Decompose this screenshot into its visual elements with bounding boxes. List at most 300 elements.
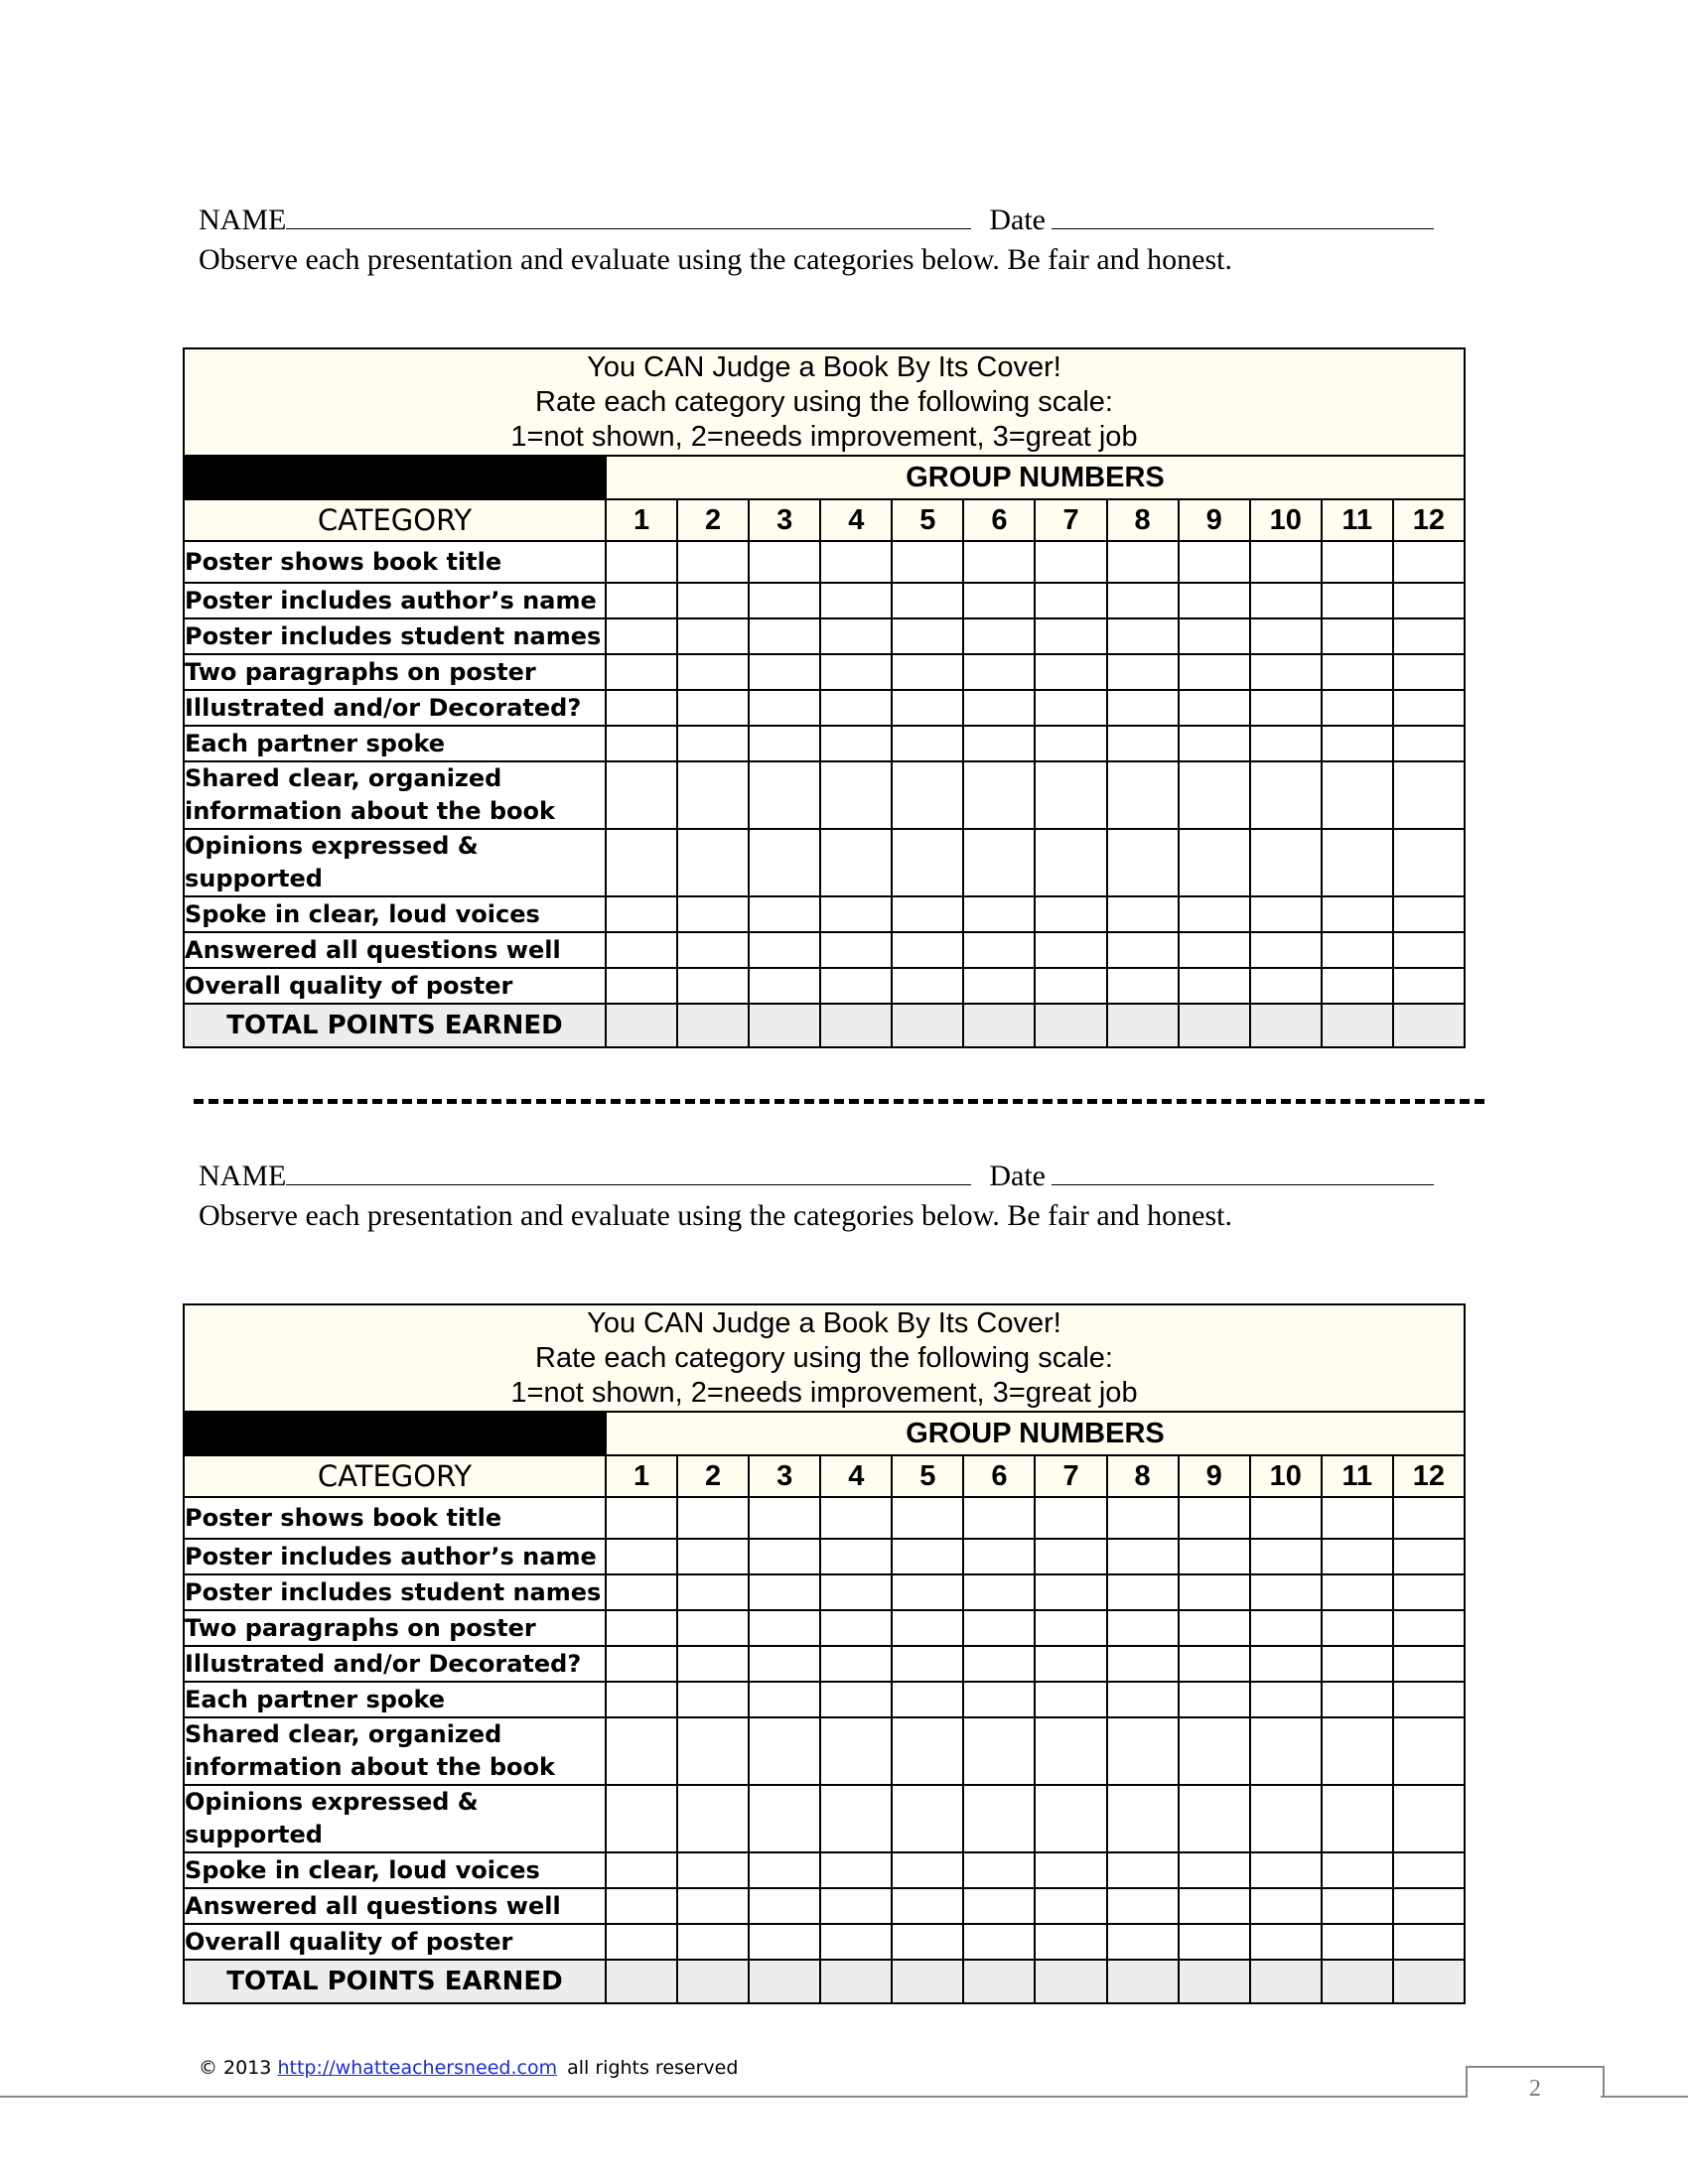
- score-cell[interactable]: [677, 1852, 749, 1888]
- score-cell[interactable]: [749, 1610, 820, 1646]
- score-cell[interactable]: [1035, 726, 1106, 761]
- score-cell[interactable]: [606, 583, 677, 618]
- score-cell[interactable]: [606, 1574, 677, 1610]
- score-cell[interactable]: [1107, 1574, 1179, 1610]
- score-cell[interactable]: [963, 968, 1035, 1004]
- score-cell[interactable]: [1393, 968, 1465, 1004]
- score-cell[interactable]: [1035, 968, 1106, 1004]
- score-cell[interactable]: [1179, 618, 1250, 654]
- score-cell[interactable]: [749, 1646, 820, 1682]
- score-cell[interactable]: [1250, 1888, 1322, 1924]
- score-cell[interactable]: [892, 1717, 963, 1785]
- score-cell[interactable]: [1393, 1924, 1465, 1960]
- score-cell[interactable]: [1393, 829, 1465, 896]
- total-cell[interactable]: [606, 1004, 677, 1047]
- score-cell[interactable]: [892, 1497, 963, 1539]
- score-cell[interactable]: [749, 1574, 820, 1610]
- score-cell[interactable]: [677, 583, 749, 618]
- score-cell[interactable]: [1035, 1574, 1106, 1610]
- score-cell[interactable]: [1107, 1852, 1179, 1888]
- score-cell[interactable]: [1035, 690, 1106, 726]
- score-cell[interactable]: [820, 1682, 892, 1717]
- score-cell[interactable]: [963, 829, 1035, 896]
- score-cell[interactable]: [606, 896, 677, 932]
- score-cell[interactable]: [606, 541, 677, 583]
- score-cell[interactable]: [606, 932, 677, 968]
- score-cell[interactable]: [820, 1646, 892, 1682]
- score-cell[interactable]: [677, 1574, 749, 1610]
- score-cell[interactable]: [892, 1646, 963, 1682]
- score-cell[interactable]: [892, 1610, 963, 1646]
- score-cell[interactable]: [677, 1924, 749, 1960]
- score-cell[interactable]: [820, 761, 892, 829]
- score-cell[interactable]: [749, 1497, 820, 1539]
- total-cell[interactable]: [820, 1004, 892, 1047]
- total-cell[interactable]: [677, 1004, 749, 1047]
- score-cell[interactable]: [1035, 1717, 1106, 1785]
- score-cell[interactable]: [1393, 654, 1465, 690]
- score-cell[interactable]: [1250, 1539, 1322, 1574]
- total-cell[interactable]: [749, 1960, 820, 2003]
- score-cell[interactable]: [1250, 1610, 1322, 1646]
- score-cell[interactable]: [820, 1539, 892, 1574]
- score-cell[interactable]: [1179, 1574, 1250, 1610]
- score-cell[interactable]: [606, 1785, 677, 1852]
- score-cell[interactable]: [820, 690, 892, 726]
- score-cell[interactable]: [1107, 968, 1179, 1004]
- score-cell[interactable]: [677, 829, 749, 896]
- total-cell[interactable]: [1107, 1960, 1179, 2003]
- score-cell[interactable]: [1179, 761, 1250, 829]
- score-cell[interactable]: [820, 1717, 892, 1785]
- total-cell[interactable]: [1250, 1960, 1322, 2003]
- score-cell[interactable]: [892, 726, 963, 761]
- score-cell[interactable]: [963, 1888, 1035, 1924]
- score-cell[interactable]: [892, 654, 963, 690]
- score-cell[interactable]: [1107, 1924, 1179, 1960]
- score-cell[interactable]: [963, 1717, 1035, 1785]
- total-cell[interactable]: [606, 1960, 677, 2003]
- category-label: Two paragraphs on poster: [184, 654, 606, 690]
- score-cell[interactable]: [1179, 1646, 1250, 1682]
- score-cell[interactable]: [1250, 968, 1322, 1004]
- table-row: [184, 618, 1465, 654]
- score-cell[interactable]: [1035, 1785, 1106, 1852]
- score-cell[interactable]: [677, 1888, 749, 1924]
- score-cell[interactable]: [1322, 726, 1393, 761]
- score-cell[interactable]: [1107, 618, 1179, 654]
- score-cell[interactable]: [606, 1539, 677, 1574]
- score-cell[interactable]: [1107, 654, 1179, 690]
- score-cell[interactable]: [963, 583, 1035, 618]
- score-cell[interactable]: [1393, 690, 1465, 726]
- score-cell[interactable]: [1035, 932, 1106, 968]
- total-cell[interactable]: [963, 1004, 1035, 1047]
- score-cell[interactable]: [1107, 1682, 1179, 1717]
- score-cell[interactable]: [892, 968, 963, 1004]
- score-cell[interactable]: [1179, 1717, 1250, 1785]
- score-cell[interactable]: [892, 1924, 963, 1960]
- score-cell[interactable]: [820, 726, 892, 761]
- score-cell[interactable]: [1179, 1610, 1250, 1646]
- name-field[interactable]: [286, 199, 971, 229]
- score-cell[interactable]: [1393, 1785, 1465, 1852]
- score-cell[interactable]: [820, 1574, 892, 1610]
- score-cell[interactable]: [1393, 761, 1465, 829]
- score-cell[interactable]: [1035, 1539, 1106, 1574]
- total-cell[interactable]: [1035, 1960, 1106, 2003]
- score-cell[interactable]: [963, 1785, 1035, 1852]
- score-cell[interactable]: [1035, 1497, 1106, 1539]
- score-cell[interactable]: [677, 1717, 749, 1785]
- score-cell[interactable]: [1250, 654, 1322, 690]
- score-cell[interactable]: [606, 618, 677, 654]
- score-cell[interactable]: [677, 726, 749, 761]
- score-cell[interactable]: [1250, 1924, 1322, 1960]
- score-cell[interactable]: [677, 690, 749, 726]
- score-cell[interactable]: [1107, 1610, 1179, 1646]
- score-cell[interactable]: [1107, 1785, 1179, 1852]
- score-cell[interactable]: [963, 1682, 1035, 1717]
- score-cell[interactable]: [1322, 1852, 1393, 1888]
- total-cell[interactable]: [677, 1960, 749, 2003]
- score-cell[interactable]: [1393, 583, 1465, 618]
- score-cell[interactable]: [892, 1682, 963, 1717]
- score-cell[interactable]: [606, 726, 677, 761]
- score-cell[interactable]: [1322, 932, 1393, 968]
- score-cell[interactable]: [963, 654, 1035, 690]
- score-cell[interactable]: [1107, 1888, 1179, 1924]
- score-cell[interactable]: [820, 896, 892, 932]
- score-cell[interactable]: [892, 1785, 963, 1852]
- score-cell[interactable]: [892, 541, 963, 583]
- score-cell[interactable]: [677, 1646, 749, 1682]
- score-cell[interactable]: [963, 1610, 1035, 1646]
- score-cell[interactable]: [1393, 1682, 1465, 1717]
- total-cell[interactable]: [1035, 1004, 1106, 1047]
- score-cell[interactable]: [820, 1924, 892, 1960]
- total-cell[interactable]: [963, 1960, 1035, 2003]
- cut-line-divider: [194, 1099, 1484, 1104]
- score-cell[interactable]: [820, 1610, 892, 1646]
- score-cell[interactable]: [677, 1539, 749, 1574]
- total-cell[interactable]: [820, 1960, 892, 2003]
- score-cell[interactable]: [606, 690, 677, 726]
- score-cell[interactable]: [677, 654, 749, 690]
- score-cell[interactable]: [749, 829, 820, 896]
- total-cell[interactable]: [892, 1004, 963, 1047]
- score-cell[interactable]: [1322, 654, 1393, 690]
- score-cell[interactable]: [749, 1717, 820, 1785]
- score-cell[interactable]: [677, 761, 749, 829]
- score-cell[interactable]: [892, 583, 963, 618]
- score-cell[interactable]: [1107, 583, 1179, 618]
- score-cell[interactable]: [1322, 1497, 1393, 1539]
- total-cell[interactable]: [1107, 1004, 1179, 1047]
- score-cell[interactable]: [1035, 541, 1106, 583]
- total-cell[interactable]: [749, 1004, 820, 1047]
- score-cell[interactable]: [963, 618, 1035, 654]
- score-cell[interactable]: [606, 1646, 677, 1682]
- score-cell[interactable]: [892, 932, 963, 968]
- score-cell[interactable]: [749, 541, 820, 583]
- score-cell[interactable]: [1250, 932, 1322, 968]
- score-cell[interactable]: [677, 968, 749, 1004]
- score-cell[interactable]: [1035, 1646, 1106, 1682]
- score-cell[interactable]: [892, 829, 963, 896]
- name-field[interactable]: [286, 1155, 971, 1185]
- score-cell[interactable]: [1179, 1924, 1250, 1960]
- score-cell[interactable]: [820, 968, 892, 1004]
- score-cell[interactable]: [1250, 1497, 1322, 1539]
- score-cell[interactable]: [606, 1610, 677, 1646]
- score-cell[interactable]: [1035, 654, 1106, 690]
- score-cell[interactable]: [749, 968, 820, 1004]
- score-cell[interactable]: [1035, 829, 1106, 896]
- score-cell[interactable]: [1322, 968, 1393, 1004]
- score-cell[interactable]: [1393, 1717, 1465, 1785]
- score-cell[interactable]: [1393, 1646, 1465, 1682]
- score-cell[interactable]: [749, 1682, 820, 1717]
- score-cell[interactable]: [749, 761, 820, 829]
- score-cell[interactable]: [1250, 541, 1322, 583]
- score-cell[interactable]: [749, 726, 820, 761]
- score-cell[interactable]: [1393, 1497, 1465, 1539]
- score-cell[interactable]: [749, 583, 820, 618]
- score-cell[interactable]: [1322, 1539, 1393, 1574]
- score-cell[interactable]: [749, 896, 820, 932]
- score-cell[interactable]: [820, 932, 892, 968]
- score-cell[interactable]: [1250, 1717, 1322, 1785]
- score-cell[interactable]: [749, 654, 820, 690]
- score-cell[interactable]: [1179, 1888, 1250, 1924]
- score-cell[interactable]: [1393, 726, 1465, 761]
- score-cell[interactable]: [1393, 1539, 1465, 1574]
- score-cell[interactable]: [1107, 1717, 1179, 1785]
- score-cell[interactable]: [749, 1924, 820, 1960]
- score-cell[interactable]: [1107, 1539, 1179, 1574]
- date-field[interactable]: [1052, 1155, 1434, 1185]
- score-cell[interactable]: [1322, 618, 1393, 654]
- score-cell[interactable]: [963, 690, 1035, 726]
- score-cell[interactable]: [1035, 583, 1106, 618]
- score-cell[interactable]: [1322, 829, 1393, 896]
- score-cell[interactable]: [1035, 618, 1106, 654]
- score-cell[interactable]: [1250, 829, 1322, 896]
- score-cell[interactable]: [1250, 1574, 1322, 1610]
- score-cell[interactable]: [1322, 690, 1393, 726]
- score-cell[interactable]: [1179, 1785, 1250, 1852]
- score-cell[interactable]: [1393, 618, 1465, 654]
- score-cell[interactable]: [820, 583, 892, 618]
- score-cell[interactable]: [1107, 1497, 1179, 1539]
- score-cell[interactable]: [1393, 896, 1465, 932]
- score-cell[interactable]: [677, 896, 749, 932]
- score-cell[interactable]: [963, 1924, 1035, 1960]
- score-cell[interactable]: [606, 1924, 677, 1960]
- score-cell[interactable]: [1250, 761, 1322, 829]
- score-cell[interactable]: [1179, 829, 1250, 896]
- score-cell[interactable]: [1250, 618, 1322, 654]
- score-cell[interactable]: [677, 1610, 749, 1646]
- table-row: [184, 1717, 1465, 1785]
- score-cell[interactable]: [1250, 690, 1322, 726]
- score-cell[interactable]: [1179, 583, 1250, 618]
- score-cell[interactable]: [1107, 829, 1179, 896]
- score-cell[interactable]: [820, 829, 892, 896]
- score-cell[interactable]: [677, 1497, 749, 1539]
- score-cell[interactable]: [820, 541, 892, 583]
- score-cell[interactable]: [1179, 968, 1250, 1004]
- website-link[interactable]: http://whatteachersneed.com: [277, 2057, 558, 2079]
- score-cell[interactable]: [1107, 932, 1179, 968]
- score-cell[interactable]: [749, 1539, 820, 1574]
- score-cell[interactable]: [1179, 932, 1250, 968]
- category-label: Poster includes author’s name: [184, 1539, 606, 1574]
- score-cell[interactable]: [1393, 1888, 1465, 1924]
- score-cell[interactable]: [820, 654, 892, 690]
- total-cell[interactable]: [1179, 1960, 1250, 2003]
- score-cell[interactable]: [820, 1785, 892, 1852]
- score-cell[interactable]: [749, 1852, 820, 1888]
- score-cell[interactable]: [1107, 761, 1179, 829]
- score-cell[interactable]: [1322, 583, 1393, 618]
- score-cell[interactable]: [1393, 1852, 1465, 1888]
- score-cell[interactable]: [749, 618, 820, 654]
- score-cell[interactable]: [1322, 761, 1393, 829]
- score-cell[interactable]: [606, 761, 677, 829]
- score-cell[interactable]: [892, 1888, 963, 1924]
- score-cell[interactable]: [963, 761, 1035, 829]
- total-cell[interactable]: [1393, 1004, 1465, 1047]
- score-cell[interactable]: [1250, 1785, 1322, 1852]
- score-cell[interactable]: [677, 618, 749, 654]
- score-cell[interactable]: [1107, 726, 1179, 761]
- score-cell[interactable]: [1179, 896, 1250, 932]
- score-cell[interactable]: [1322, 1646, 1393, 1682]
- score-cell[interactable]: [892, 896, 963, 932]
- score-cell[interactable]: [1179, 1497, 1250, 1539]
- score-cell[interactable]: [963, 726, 1035, 761]
- score-cell[interactable]: [1322, 896, 1393, 932]
- score-cell[interactable]: [1322, 541, 1393, 583]
- score-cell[interactable]: [606, 1497, 677, 1539]
- score-cell[interactable]: [677, 1785, 749, 1852]
- score-cell[interactable]: [1322, 1682, 1393, 1717]
- score-cell[interactable]: [963, 1646, 1035, 1682]
- score-cell[interactable]: [606, 829, 677, 896]
- score-cell[interactable]: [1035, 896, 1106, 932]
- date-label: Date: [989, 1160, 1046, 1192]
- score-cell[interactable]: [1035, 1924, 1106, 1960]
- score-cell[interactable]: [749, 1888, 820, 1924]
- score-cell[interactable]: [1179, 690, 1250, 726]
- score-cell[interactable]: [892, 690, 963, 726]
- score-cell[interactable]: [1250, 896, 1322, 932]
- score-cell[interactable]: [963, 1574, 1035, 1610]
- score-cell[interactable]: [963, 1539, 1035, 1574]
- score-cell[interactable]: [1107, 1646, 1179, 1682]
- score-cell[interactable]: [1250, 583, 1322, 618]
- score-cell[interactable]: [1393, 932, 1465, 968]
- score-cell[interactable]: [1179, 1539, 1250, 1574]
- total-cell[interactable]: [1250, 1004, 1322, 1047]
- score-cell[interactable]: [1322, 1924, 1393, 1960]
- score-cell[interactable]: [820, 1888, 892, 1924]
- score-cell[interactable]: [606, 1852, 677, 1888]
- total-cell[interactable]: [1393, 1960, 1465, 2003]
- score-cell[interactable]: [749, 1785, 820, 1852]
- score-cell[interactable]: [606, 1888, 677, 1924]
- score-cell[interactable]: [892, 761, 963, 829]
- score-cell[interactable]: [606, 968, 677, 1004]
- score-cell[interactable]: [963, 541, 1035, 583]
- score-cell[interactable]: [1322, 1610, 1393, 1646]
- score-cell[interactable]: [963, 1497, 1035, 1539]
- score-cell[interactable]: [1322, 1717, 1393, 1785]
- score-cell[interactable]: [1107, 690, 1179, 726]
- score-cell[interactable]: [606, 1682, 677, 1717]
- date-field[interactable]: [1052, 199, 1434, 229]
- score-cell[interactable]: [749, 932, 820, 968]
- score-cell[interactable]: [1393, 1574, 1465, 1610]
- total-cell[interactable]: [1322, 1960, 1393, 2003]
- score-cell[interactable]: [1107, 896, 1179, 932]
- score-cell[interactable]: [677, 932, 749, 968]
- score-cell[interactable]: [1250, 1682, 1322, 1717]
- score-cell[interactable]: [1035, 1682, 1106, 1717]
- score-cell[interactable]: [892, 1852, 963, 1888]
- total-cell[interactable]: [1322, 1004, 1393, 1047]
- score-cell[interactable]: [820, 1852, 892, 1888]
- score-cell[interactable]: [1179, 1852, 1250, 1888]
- score-cell[interactable]: [1250, 1646, 1322, 1682]
- score-cell[interactable]: [1035, 1888, 1106, 1924]
- score-cell[interactable]: [892, 1574, 963, 1610]
- score-cell[interactable]: [606, 1717, 677, 1785]
- score-cell[interactable]: [1322, 1785, 1393, 1852]
- score-cell[interactable]: [1393, 1610, 1465, 1646]
- score-cell[interactable]: [1179, 1682, 1250, 1717]
- score-cell[interactable]: [1250, 1852, 1322, 1888]
- score-cell[interactable]: [1322, 1574, 1393, 1610]
- score-cell[interactable]: [1393, 541, 1465, 583]
- score-cell[interactable]: [1250, 726, 1322, 761]
- score-cell[interactable]: [1035, 1610, 1106, 1646]
- score-cell[interactable]: [606, 654, 677, 690]
- score-cell[interactable]: [963, 932, 1035, 968]
- total-label: TOTAL POINTS EARNED: [184, 1960, 606, 2003]
- score-cell[interactable]: [1035, 1852, 1106, 1888]
- score-cell[interactable]: [820, 618, 892, 654]
- score-cell[interactable]: [1107, 541, 1179, 583]
- total-cell[interactable]: [892, 1960, 963, 2003]
- score-cell[interactable]: [963, 896, 1035, 932]
- score-cell[interactable]: [677, 1682, 749, 1717]
- score-cell[interactable]: [892, 618, 963, 654]
- score-cell[interactable]: [1179, 726, 1250, 761]
- score-cell[interactable]: [749, 690, 820, 726]
- total-cell[interactable]: [1179, 1004, 1250, 1047]
- score-cell[interactable]: [1035, 761, 1106, 829]
- score-cell[interactable]: [1322, 1888, 1393, 1924]
- score-cell[interactable]: [677, 541, 749, 583]
- score-cell[interactable]: [1179, 654, 1250, 690]
- score-cell[interactable]: [1179, 541, 1250, 583]
- score-cell[interactable]: [820, 1497, 892, 1539]
- score-cell[interactable]: [892, 1539, 963, 1574]
- score-cell[interactable]: [963, 1852, 1035, 1888]
